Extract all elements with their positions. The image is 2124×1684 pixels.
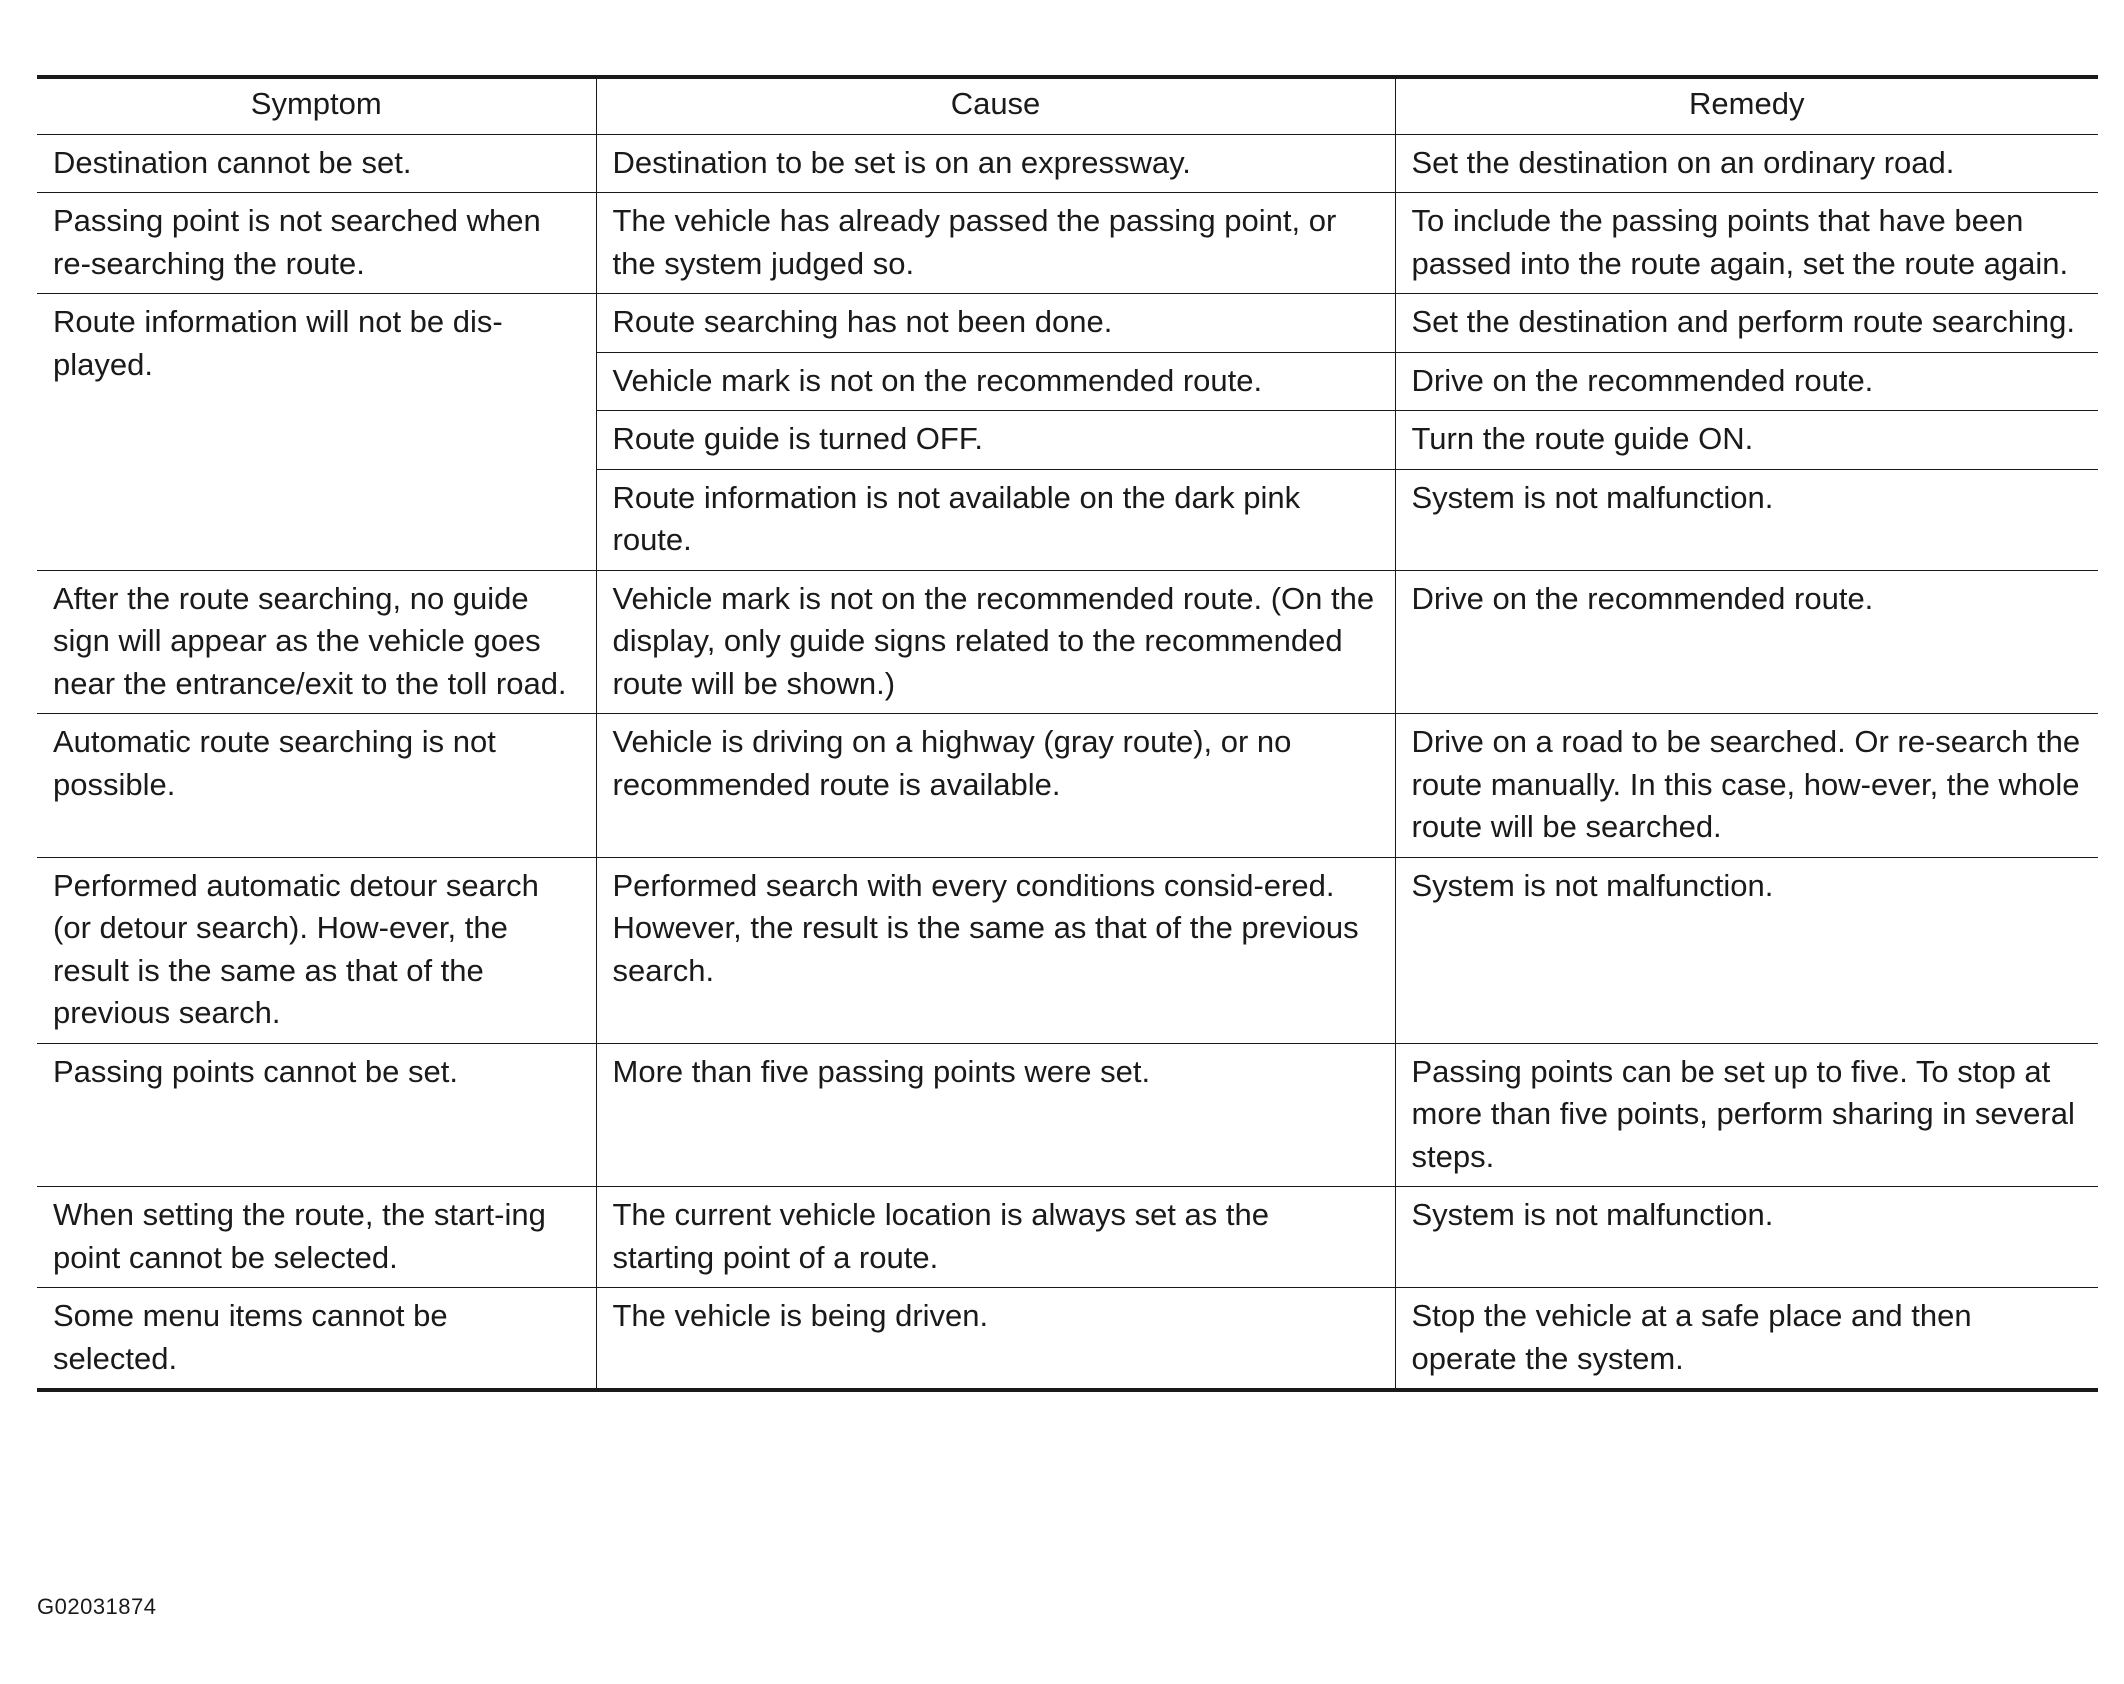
symptom-cell: Performed automatic detour search (or detour search). How-ever, the result is the same as that of the previous search. <box>37 857 596 1043</box>
remedy-cell: Drive on the recommended route. <box>1395 352 2098 411</box>
cause-cell: Vehicle mark is not on the recommended route. (On the display, only guide signs related to the recommended route will be shown.) <box>596 570 1395 714</box>
cause-cell: Route searching has not been done. <box>596 294 1395 353</box>
header-remedy: Remedy <box>1395 77 2098 134</box>
remedy-cell: Drive on a road to be searched. Or re-search the route manually. In this case, how-ever, the whole route will be searched. <box>1395 714 2098 858</box>
symptom-cell: Route information will not be dis-played. <box>37 294 596 571</box>
remedy-cell: System is not malfunction. <box>1395 1187 2098 1288</box>
cause-cell: Vehicle mark is not on the recommended route. <box>596 352 1395 411</box>
cause-cell: Performed search with every conditions consid-ered. However, the result is the same as that of the previous search. <box>596 857 1395 1043</box>
table-row <box>37 1288 2098 1391</box>
symptom-cell: When setting the route, the start-ing point cannot be selected. <box>37 1187 596 1288</box>
symptom-cell: Passing points cannot be set. <box>37 1043 596 1187</box>
remedy-cell: Stop the vehicle at a safe place and then operate the system. <box>1411 1298 1972 1376</box>
symptom-cell: Some menu items cannot be selected. <box>37 1288 596 1391</box>
header-row <box>37 77 2098 134</box>
remedy-cell: System is not malfunction. <box>1395 857 2098 1043</box>
table-row <box>37 570 2098 714</box>
cause-cell: Destination to be set is on an expressway. <box>596 134 1395 193</box>
cause-cell: Vehicle is driving on a highway (gray route), or no recommended route is available. <box>596 714 1395 858</box>
remedy-cell: System is not malfunction. <box>1395 469 2098 570</box>
cause-cell: The current vehicle location is always set as the starting point of a route. <box>596 1187 1395 1288</box>
symptom-cell: Automatic route searching is not possible. <box>37 714 596 858</box>
symptom-cell: Passing point is not searched when re-searching the route. <box>37 193 596 294</box>
troubleshooting-table <box>37 75 2098 1392</box>
remedy-cell: Turn the route guide ON. <box>1395 411 2098 470</box>
header-symptom: Symptom <box>37 77 596 134</box>
cause-cell: Route information is not available on the dark pink route. <box>596 469 1395 570</box>
remedy-cell: Drive on the recommended route. <box>1395 570 2098 714</box>
header-cause: Cause <box>596 77 1395 134</box>
table-row <box>37 857 2098 1043</box>
remedy-cell: Set the destination on an ordinary road. <box>1395 134 2098 193</box>
table-row <box>37 714 2098 858</box>
table-row <box>37 294 2098 353</box>
cause-cell: The vehicle is being driven. <box>596 1288 1395 1391</box>
figure-id: G02031874 <box>37 1594 157 1619</box>
remedy-cell: Passing points can be set up to five. To stop at more than five points, perform sharing in several steps. <box>1395 1043 2098 1187</box>
cause-cell: The vehicle has already passed the passing point, or the system judged so. <box>596 193 1395 294</box>
cause-cell: More than five passing points were set. <box>596 1043 1395 1187</box>
table-row <box>37 1187 2098 1288</box>
table-row <box>37 1043 2098 1187</box>
table-row <box>37 134 2098 193</box>
symptom-cell: Destination cannot be set. <box>37 134 596 193</box>
remedy-cell: To include the passing points that have been passed into the route again, set the route again. <box>1395 193 2098 294</box>
table-row <box>37 193 2098 294</box>
remedy-cell: Set the destination and perform route searching. <box>1395 294 2098 353</box>
symptom-cell: After the route searching, no guide sign will appear as the vehicle goes near the entrance/exit to the toll road. <box>37 570 596 714</box>
cause-cell: Route guide is turned OFF. <box>596 411 1395 470</box>
